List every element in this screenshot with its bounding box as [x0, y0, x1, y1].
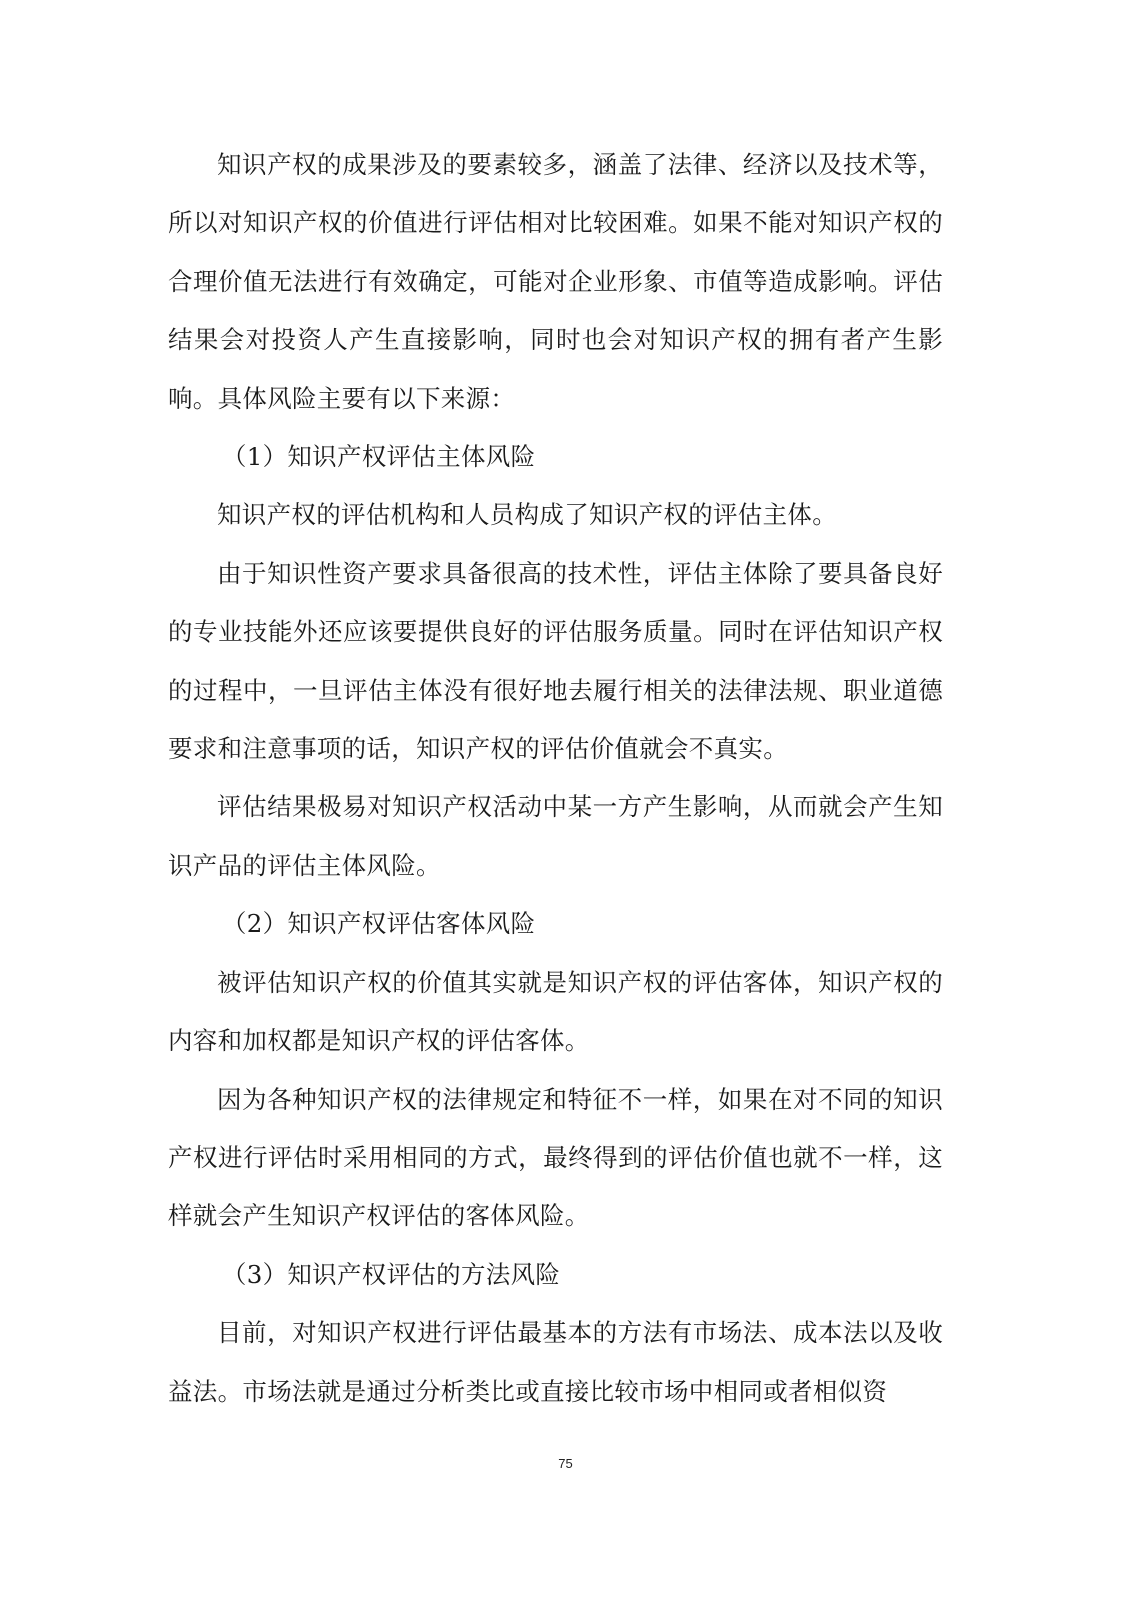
paragraph: 目前，对知识产权进行评估最基本的方法有市场法、成本法以及收益法。市场法就是通过分析类比或直接比较市场中相同或者相似资	[168, 1318, 943, 1406]
paragraph: 评估结果极易对知识产权活动中某一方产生影响，从而就会产生知识产品的评估主体风险。	[168, 792, 943, 880]
paragraph: 由于知识性资产要求具备很高的技术性，评估主体除了要具备良好的专业技能外还应该要提供良好的评估服务质量。同时在评估知识产权的过程中，一旦评估主体没有很好地去履行相关的法律法规、职业道德要求和注意事项的话，知识产权的评估价值就会不真实。	[168, 558, 943, 764]
paragraph-intro: 知识产权的成果涉及的要素较多，涵盖了法律、经济以及技术等，所以对知识产权的价值进行评估相对比较困难。如果不能对知识产权的合理价值无法进行有效确定，可能对企业形象、市值等造成影响。评估结果会对投资人产生直接影响，同时也会对知识产权的拥有者产生影响。具体风险主要有以下来源：	[168, 150, 943, 413]
paragraph: 因为各种知识产权的法律规定和特征不一样，如果在对不同的知识产权进行评估时采用相同的方式，最终得到的评估价值也就不一样，这样就会产生知识产权评估的客体风险。	[168, 1084, 943, 1231]
section-heading-2: （2）知识产权评估客体风险	[221, 909, 536, 939]
paragraph: 知识产权的评估机构和人员构成了知识产权的评估主体。	[217, 500, 837, 530]
page-number: 75	[558, 1456, 573, 1471]
body-text	[168, 136, 943, 1421]
section-heading-1: （1）知识产权评估主体风险	[221, 442, 536, 472]
section-heading-3: （3）知识产权评估的方法风险	[221, 1259, 561, 1289]
paragraph: 被评估知识产权的价值其实就是知识产权的评估客体，知识产权的内容和加权都是知识产权的评估客体。	[168, 967, 943, 1056]
